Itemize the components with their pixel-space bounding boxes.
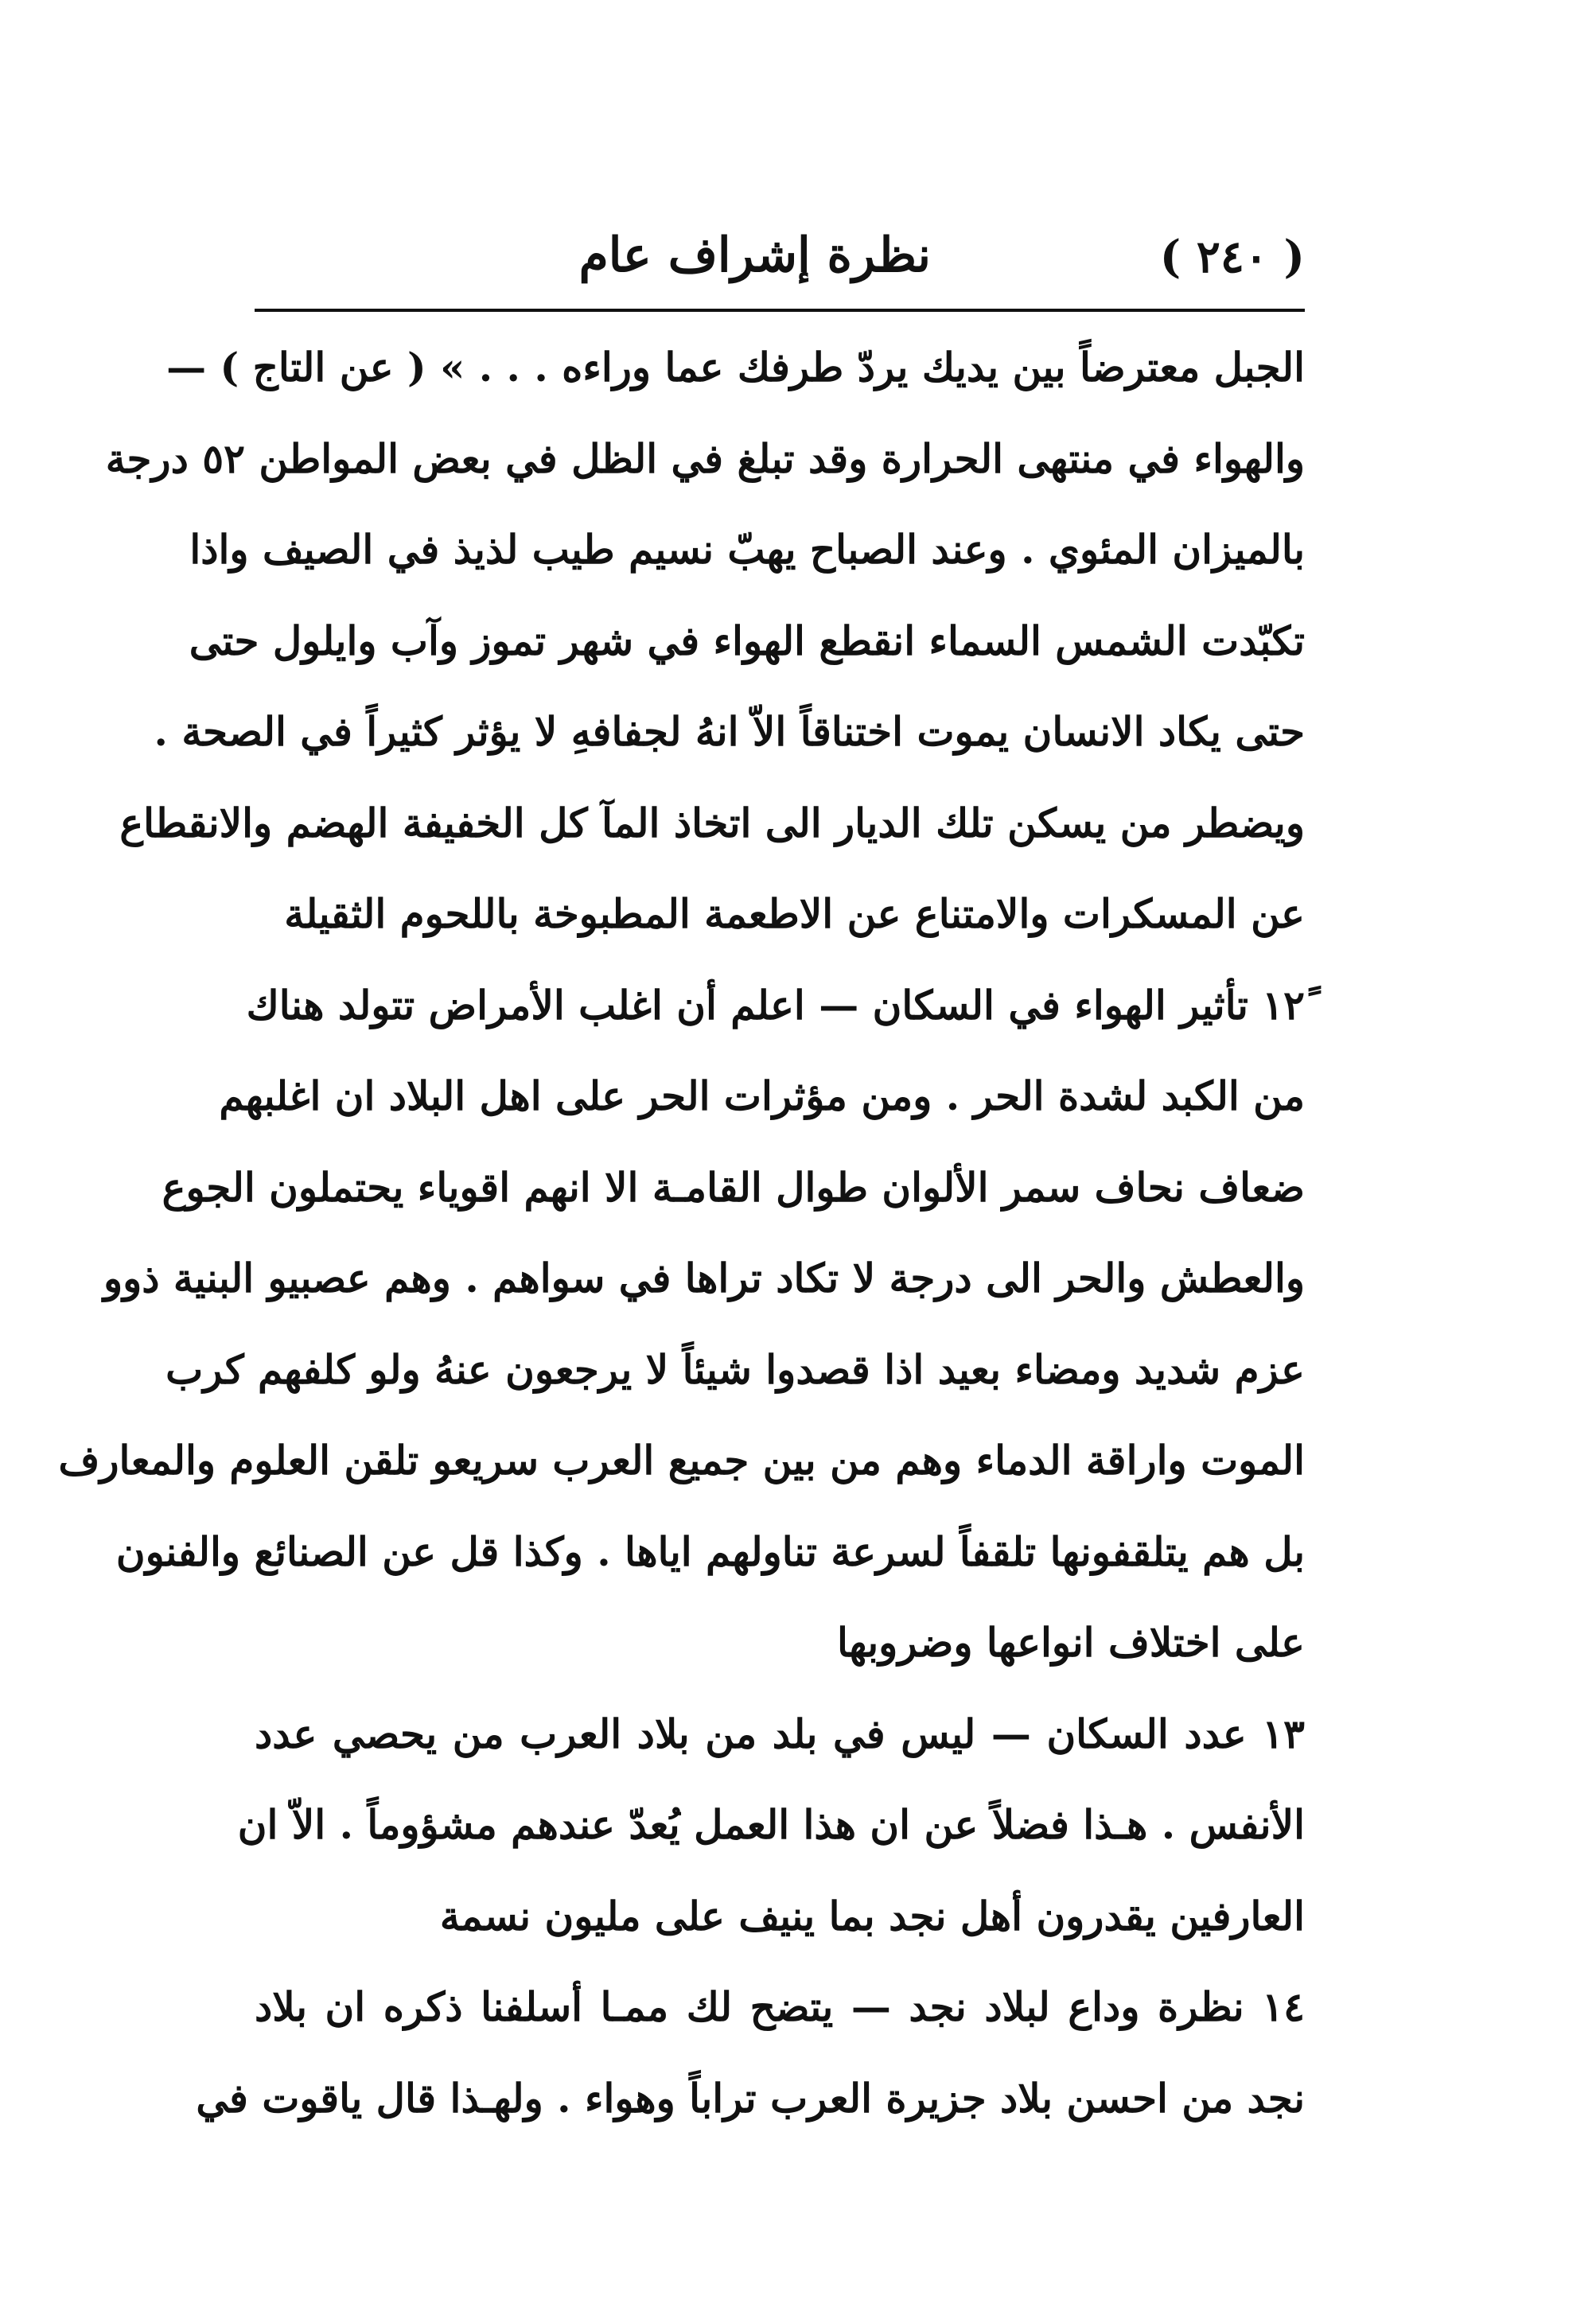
text-line: ١٢ً تأثير الهواء في السكان — اعلم أن اغلب الأمراض تتولد هناك — [246, 981, 1305, 1029]
text-line: من الكبد لشدة الحر . ومن مؤثرات الحر على اهل البلاد ان اغلبهم — [219, 1072, 1305, 1119]
text-line: تكبّدت الشمس السماء انقطع الهواء في شهر تموز وآب وايلول حتى — [189, 617, 1305, 664]
text-line: الموت واراقة الدماء وهم من بين جميع العرب سريعو تلقن العلوم والمعارف — [58, 1437, 1305, 1484]
running-title: نظرة إشراف عام — [578, 228, 931, 283]
page-header — [255, 213, 1305, 301]
text-line: بل هم يتلقفونها تلقفاً لسرعة تناولهم اياها . وكذا قل عن الصنائع والفنون — [115, 1527, 1305, 1575]
text-line: ويضطر من يسكن تلك الديار الى اتخاذ المآ كل الخفيفة الهضم والانقطاع — [119, 799, 1305, 846]
text-line: والهواء في منتهى الحرارة وقد تبلغ في الظل في بعض المواطن ٥٢ درجة — [105, 434, 1305, 482]
text-line: العارفين يقدرون أهل نجد بما ينيف على مليون نسمة — [439, 1892, 1305, 1940]
text-line: والعطش والحر الى درجة لا تكاد تراها في سواهم . وهم عصبيو البنية ذوو — [103, 1255, 1305, 1301]
text-line: ضعاف نحاف سمر الألوان طوال القامـة الا انهم اقوياء يحتملون الجوع — [162, 1163, 1305, 1211]
page-number: ( ٢٤٠ ) — [1159, 231, 1305, 283]
text-line: عزم شديد ومضاء بعيد اذا قصدوا شيئاً لا يرجعون عنهُ ولو كلفهم كرب — [165, 1345, 1305, 1393]
text-line: عن المسكرات والامتناع عن الاطعمة المطبوخة باللحوم الثقيلة — [284, 890, 1305, 937]
text-line: ١٣ عدد السكان — ليس في بلد من بلاد العرب من يحصي عدد — [255, 1710, 1305, 1757]
text-line: على اختلاف انواعها وضروبها — [836, 1619, 1305, 1666]
text-line: نجد من احسن بلاد جزيرة العرب تراباً وهواء . ولهـذا قال ياقوت في — [196, 2074, 1305, 2122]
body-text — [58, 322, 1305, 2144]
text-line: حتى يكاد الانسان يموت اختناقاً الاّ انهُ لجفافهِ لا يؤثر كثيراً في الصحة . — [154, 708, 1305, 755]
text-line: الجبل معترضاً بين يديك يردّ طرفك عما وراءه . . . » ( عن التاج ) — — [166, 344, 1305, 391]
header-divider — [255, 309, 1305, 312]
text-line: ١٤ نظرة وداع لبلاد نجد — يتضح لك ممـا أسلفنا ذكره ان بلاد — [255, 1983, 1305, 2030]
text-line: بالميزان المئوي . وعند الصباح يهبّ نسيم طيب لذيذ في الصيف واذا — [189, 526, 1305, 573]
text-line: الأنفس . هـذا فضلاً عن ان هذا العمل يُعدّ عندهم مشؤوماً . الاّ ان — [237, 1801, 1305, 1848]
